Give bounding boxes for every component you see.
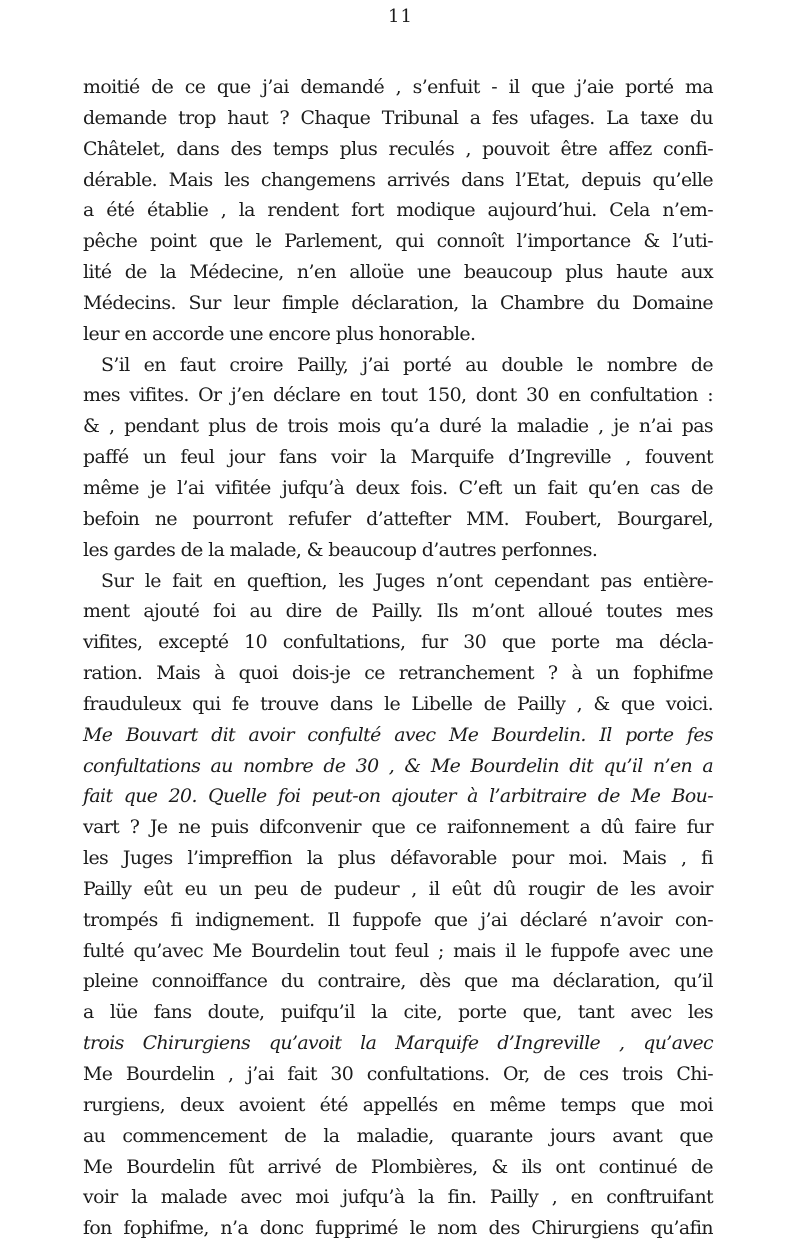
body-text xyxy=(83,72,713,1244)
text-line: confultations au nombre de 30 , & Me Bourdelin dit qu’il n’en a xyxy=(83,754,713,777)
text-line: a lüe fans doute, puifqu’il la cite, porte que, tant avec les xyxy=(83,1001,713,1024)
text-line: trois Chirurgiens qu’avoit la Marquife d’Ingreville , qu’avec xyxy=(83,1032,713,1055)
text-line: Pailly eût eu un peu de pudeur , il eût dû rougir de les avoir xyxy=(83,877,713,900)
page-number: 11 xyxy=(388,6,413,27)
text-line: fait que 20. Quelle foi peut-on ajouter à l’arbitraire de Me Bou- xyxy=(83,785,713,808)
text-line: pleine connoiffance du contraire, dès que ma déclaration, qu’il xyxy=(83,970,713,993)
text-line: lité de la Médecine, n’en alloüe une beaucoup plus haute aux xyxy=(83,261,713,284)
text-line: leur en accorde une encore plus honorable. xyxy=(83,322,476,345)
text-line: Me Bourdelin fût arrivé de Plombières, & ils ont continué de xyxy=(83,1155,713,1178)
text-line: Médecins. Sur leur fimple déclaration, la Chambre du Domaine xyxy=(83,291,713,314)
text-line: paffé un feul jour fans voir la Marquife d’Ingreville , fouvent xyxy=(83,446,713,469)
text-line: vifites, excepté 10 confultations, fur 30 que porte ma décla- xyxy=(83,631,713,654)
text-line: frauduleux qui fe trouve dans le Libelle de Pailly , & que voici. xyxy=(83,692,713,715)
text-line: Châtelet, dans des temps plus reculés , pouvoit être affez confi- xyxy=(83,137,713,160)
text-line: ment ajouté foi au dire de Pailly. Ils m’ont alloué toutes mes xyxy=(83,600,713,623)
text-line: au commencement de la maladie, quarante jours avant que xyxy=(83,1124,713,1147)
text-line: fon fophifme, n’a donc fupprimé le nom des Chirurgiens qu’afin xyxy=(83,1217,713,1240)
text-line: trompés fi indignement. Il fuppofe que j’ai déclaré n’avoir con- xyxy=(83,908,713,931)
text-line: rurgiens, deux avoient été appellés en même temps que moi xyxy=(83,1093,713,1116)
text-line: Me Bourdelin , j’ai fait 30 confultations. Or, de ces trois Chi- xyxy=(83,1063,713,1085)
text-line: les gardes de la malade, & beaucoup d’autres perfonnes. xyxy=(83,538,598,561)
text-line: & , pendant plus de trois mois qu’a duré la maladie , je n’ai pas xyxy=(83,415,713,438)
text-line: fulté qu’avec Me Bourdelin tout feul ; mais il le fuppofe avec une xyxy=(83,939,713,962)
text-line: dérable. Mais les changemens arrivés dans l’Etat, depuis qu’elle xyxy=(83,168,713,191)
text-line: befoin ne pourront refufer d’attefter MM. Foubert, Bourgarel, xyxy=(83,507,713,530)
text-line: S’il en faut croire Pailly, j’ai porté au double le nombre de xyxy=(101,353,713,376)
text-line: même je l’ai vifitée jufqu’à deux fois. C’eft un fait qu’en cas de xyxy=(83,476,713,499)
text-line: voir la malade avec moi jufqu’à la fin. Pailly , en conftruifant xyxy=(83,1186,713,1209)
text-line: Me Bouvart dit avoir confulté avec Me Bourdelin. Il porte fes xyxy=(83,723,713,746)
text-line: pêche point que le Parlement, qui connoît l’importance & l’uti- xyxy=(83,230,713,253)
text-line: ration. Mais à quoi dois-je ce retranchement ? à un fophifme xyxy=(83,662,713,685)
text-line: moitié de ce que j’ai demandé , s’enfuit - il que j’aie porté ma xyxy=(83,76,713,98)
text-line: vart ? Je ne puis difconvenir que ce raifonnement a dû faire fur xyxy=(83,816,713,839)
text-line: mes vifites. Or j’en déclare en tout 150, dont 30 en confultation : xyxy=(83,384,713,407)
text-line: a été établie , la rendent fort modique aujourd’hui. Cela n’em- xyxy=(83,199,713,222)
text-line: les Juges l’impreffion la plus défavorable pour moi. Mais , fi xyxy=(83,847,713,870)
text-line: demande trop haut ? Chaque Tribunal a fes ufages. La taxe du xyxy=(83,106,713,129)
text-line: Sur le fait en queftion, les Juges n’ont cependant pas entière- xyxy=(101,569,713,592)
